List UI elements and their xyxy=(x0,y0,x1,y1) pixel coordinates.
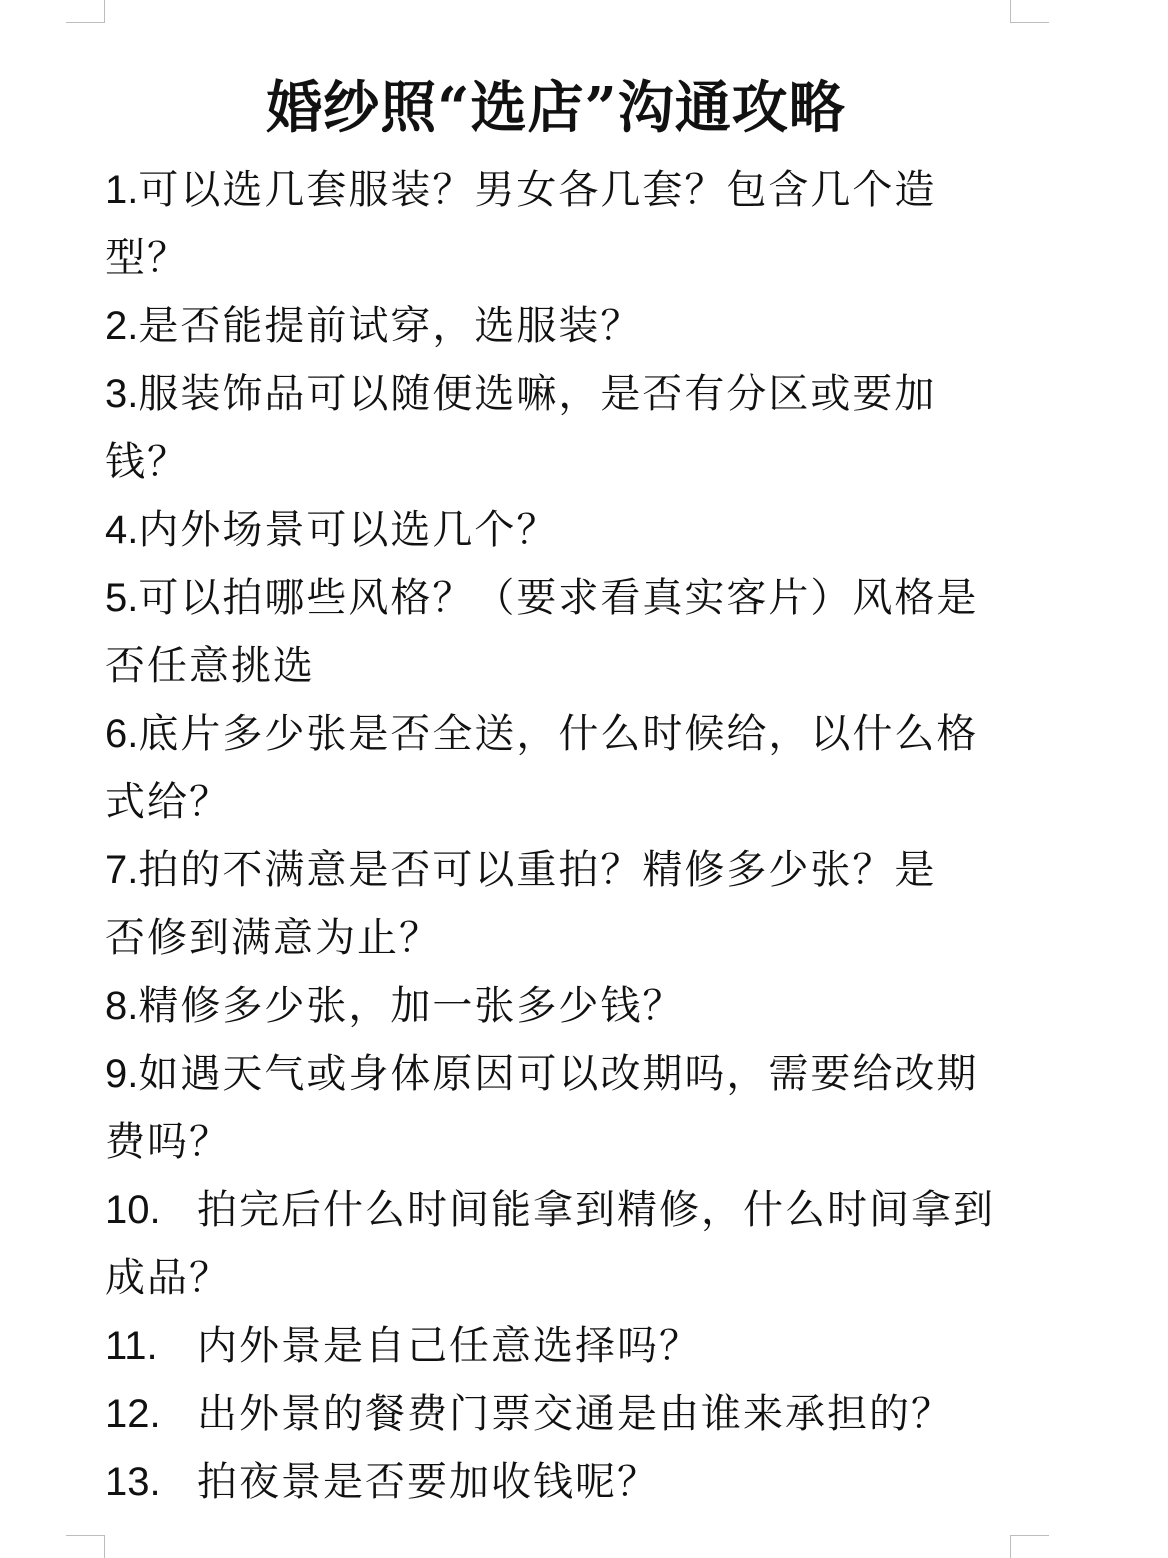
list-item-text: 是否能提前试穿，选服装？ xyxy=(138,303,643,349)
list-item xyxy=(105,700,1017,836)
list-item-text: 精修多少张，加一张多少钱？ xyxy=(138,983,685,1029)
list-item xyxy=(105,496,1017,564)
page-corner-mark xyxy=(1010,1535,1049,1558)
list-item-line xyxy=(105,1244,1017,1312)
list-item-number: 13. xyxy=(105,1460,161,1504)
list-item xyxy=(105,1380,1017,1448)
list-item-line xyxy=(105,360,1017,428)
list-item-text: 如遇天气或身体原因可以改期吗，需要给改期 xyxy=(138,1051,979,1097)
list-item-number: 5. xyxy=(105,576,139,620)
list-item-text: 费吗？ xyxy=(105,1119,231,1165)
list-item xyxy=(105,1040,1017,1176)
list-item-text: 底片多少张是否全送，什么时候给，以什么格 xyxy=(138,711,979,757)
list-item-line xyxy=(105,632,1017,700)
list-item xyxy=(105,360,1017,496)
list-item xyxy=(105,292,1017,360)
list-item-text: 可以拍哪些风格？（要求看真实客片）风格是 xyxy=(138,575,979,621)
list-item xyxy=(105,156,1017,292)
list-item-line xyxy=(105,1040,1017,1108)
list-item-text: 拍的不满意是否可以重拍？精修多少张？是 xyxy=(138,847,937,893)
list-item-line xyxy=(105,836,1017,904)
list-item-text: 内外景是自己任意选择吗？ xyxy=(197,1323,701,1369)
list-item-number: 12. xyxy=(105,1392,161,1436)
list-item-line xyxy=(105,1380,1017,1448)
list-item xyxy=(105,564,1017,700)
list-item-line xyxy=(105,1312,1017,1380)
list-item-line xyxy=(105,292,1017,360)
list-item-text: 出外景的餐费门票交通是由谁来承担的？ xyxy=(197,1391,953,1437)
list-item xyxy=(105,1448,1017,1516)
list-item xyxy=(105,1312,1017,1380)
page-corner-mark xyxy=(66,0,105,23)
list-item-number: 3. xyxy=(105,372,139,416)
list-item xyxy=(105,972,1017,1040)
list-item-line xyxy=(105,1108,1017,1176)
list-item-line xyxy=(105,156,1017,224)
list-item-number: 8. xyxy=(105,984,139,1028)
list-item-line xyxy=(105,496,1017,564)
list-item xyxy=(105,836,1017,972)
question-list xyxy=(105,156,1017,1516)
page-corner-mark xyxy=(1010,0,1049,23)
list-item-line xyxy=(105,700,1017,768)
list-item-number: 4. xyxy=(105,508,139,552)
list-item-text: 成品？ xyxy=(105,1255,231,1301)
list-item-text: 服装饰品可以随便选嘛，是否有分区或要加 xyxy=(138,371,937,417)
list-item xyxy=(105,1176,1017,1312)
list-item-text: 钱？ xyxy=(105,439,189,485)
list-item-number: 7. xyxy=(105,848,139,892)
list-item-line xyxy=(105,904,1017,972)
list-item-line xyxy=(105,1176,1017,1244)
page-title: 婚纱照“选店”沟通攻略 xyxy=(266,74,846,141)
list-item-number: 10. xyxy=(105,1188,161,1232)
list-item-text: 型？ xyxy=(105,235,189,281)
list-item-number: 9. xyxy=(105,1052,139,1096)
list-item-text: 否修到满意为止？ xyxy=(105,915,441,961)
list-item-text: 可以选几套服装？男女各几套？包含几个造 xyxy=(138,167,937,213)
list-item-line xyxy=(105,224,1017,292)
list-item-number: 2. xyxy=(105,304,139,348)
list-item-text: 内外场景可以选几个？ xyxy=(138,507,559,553)
list-item-text: 拍夜景是否要加收钱呢？ xyxy=(197,1459,659,1505)
list-item-text: 否任意挑选 xyxy=(105,643,315,689)
list-item-text: 拍完后什么时间能拿到精修，什么时间拿到 xyxy=(197,1187,995,1233)
list-item-text: 式给？ xyxy=(105,779,231,825)
list-item-line xyxy=(105,972,1017,1040)
list-item-line xyxy=(105,564,1017,632)
list-item-line xyxy=(105,428,1017,496)
list-item-number: 1. xyxy=(105,168,139,212)
list-item-number: 6. xyxy=(105,712,139,756)
list-item-line xyxy=(105,1448,1017,1516)
page-corner-mark xyxy=(66,1535,105,1558)
list-item-line xyxy=(105,768,1017,836)
list-item-number: 11. xyxy=(105,1324,158,1368)
